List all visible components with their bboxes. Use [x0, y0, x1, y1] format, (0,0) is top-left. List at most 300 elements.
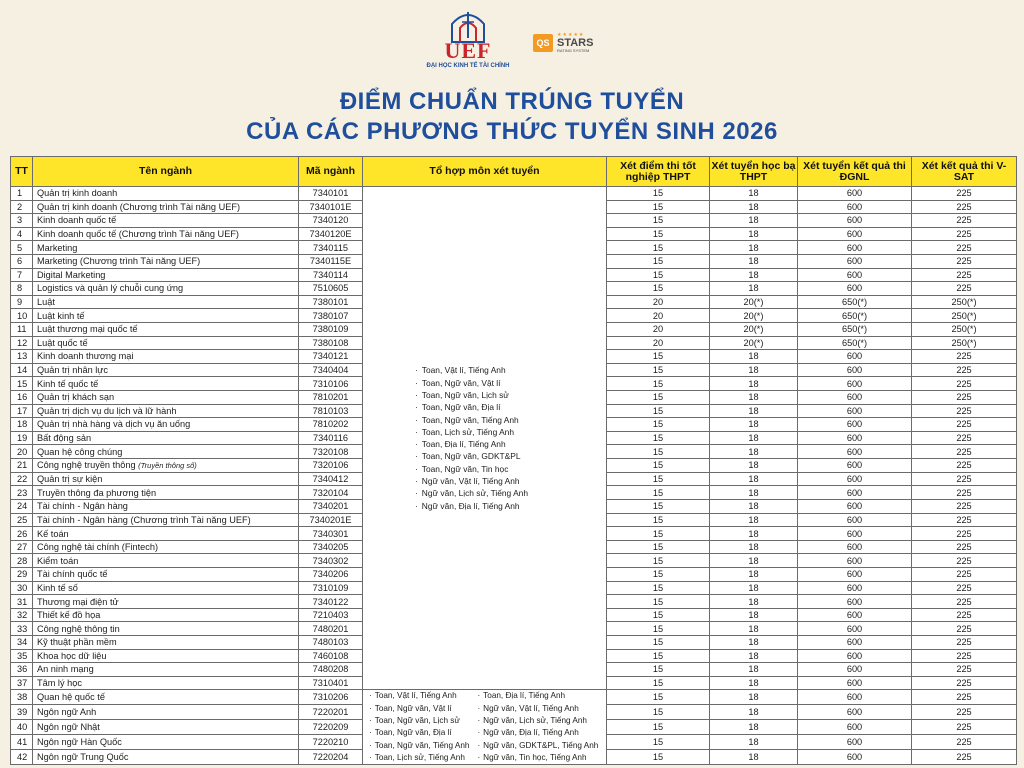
major-name-text: Tài chính quốc tế	[37, 569, 108, 580]
score-hocba: 18	[710, 268, 798, 282]
score-hocba: 18	[710, 608, 798, 622]
major-code: 7340115E	[299, 254, 363, 268]
page-header	[0, 0, 1024, 152]
major-name-text: Thương mại điện tử	[37, 596, 119, 607]
major-name-text: Công nghệ truyền thông	[37, 459, 136, 470]
major-code: 7310401	[299, 676, 363, 690]
row-index: 24	[11, 500, 33, 514]
major-code: 7210403	[299, 608, 363, 622]
major-code: 7310106	[299, 377, 363, 391]
row-index: 33	[11, 622, 33, 636]
score-dgnl: 600	[798, 540, 912, 554]
major-code: 7340302	[299, 554, 363, 568]
score-dgnl: 600	[798, 431, 912, 445]
col-header-dgnl: Xét tuyển kết quả thi ĐGNL	[798, 157, 912, 187]
score-hocba: 18	[710, 363, 798, 377]
score-dgnl: 650(*)	[798, 322, 912, 336]
major-name	[33, 649, 299, 663]
major-code: 7320106	[299, 458, 363, 472]
score-thpt: 15	[607, 581, 710, 595]
score-thpt: 15	[607, 690, 710, 705]
score-thpt: 15	[607, 404, 710, 418]
major-name-text: Kinh doanh quốc tế (Chương trình Tài năng UEF)	[37, 229, 239, 240]
score-dgnl: 600	[798, 554, 912, 568]
score-vsat: 225	[912, 622, 1017, 636]
row-index: 41	[11, 735, 33, 750]
combo-item: · Toan, Ngữ văn, Vật lí	[415, 377, 606, 389]
score-vsat: 225	[912, 418, 1017, 432]
row-index: 12	[11, 336, 33, 350]
qs-badge-icon: QS	[533, 34, 553, 52]
score-vsat: 225	[912, 500, 1017, 514]
major-name	[33, 663, 299, 677]
score-hocba: 18	[710, 350, 798, 364]
score-vsat: 225	[912, 735, 1017, 750]
col-header-tt: TT	[11, 157, 33, 187]
score-hocba: 18	[710, 458, 798, 472]
major-code: 7310206	[299, 690, 363, 705]
combo-item: · Toan, Ngữ văn, Lịch sử	[369, 715, 469, 727]
major-code: 7340116	[299, 431, 363, 445]
score-dgnl: 650(*)	[798, 309, 912, 323]
row-index: 4	[11, 227, 33, 241]
major-code: 7480103	[299, 636, 363, 650]
major-code: 7340201	[299, 500, 363, 514]
score-dgnl: 600	[798, 200, 912, 214]
row-index: 36	[11, 663, 33, 677]
major-name-text: Quản trị nhà hàng và dịch vụ ăn uống	[37, 419, 191, 430]
score-thpt: 15	[607, 418, 710, 432]
table-row	[11, 187, 1017, 201]
benchmark-table	[10, 156, 1017, 765]
major-name	[33, 595, 299, 609]
combo-group-a	[363, 187, 607, 690]
major-name-text: Tài chính - Ngân hàng	[37, 501, 128, 512]
score-vsat: 225	[912, 636, 1017, 650]
major-name	[33, 390, 299, 404]
score-vsat: 225	[912, 187, 1017, 201]
combo-item: · Toan, Ngữ văn, Địa lí	[415, 401, 606, 413]
col-header-vsat: Xét kết quả thi V-SAT	[912, 157, 1017, 187]
score-thpt: 20	[607, 336, 710, 350]
score-vsat: 250(*)	[912, 336, 1017, 350]
score-hocba: 18	[710, 282, 798, 296]
major-name-text: Quản trị khách sạn	[37, 392, 115, 403]
major-name-text: Tài chính - Ngân hàng (Chương trình Tài năng UEF)	[37, 514, 251, 525]
score-hocba: 18	[710, 622, 798, 636]
score-vsat: 225	[912, 214, 1017, 228]
major-code: 7340206	[299, 568, 363, 582]
score-thpt: 15	[607, 241, 710, 255]
major-code: 7810103	[299, 404, 363, 418]
combo-item: · Ngữ văn, Lịch sử, Tiếng Anh	[415, 487, 606, 499]
major-name	[33, 295, 299, 309]
score-thpt: 15	[607, 458, 710, 472]
score-vsat: 225	[912, 649, 1017, 663]
major-name	[33, 322, 299, 336]
score-dgnl: 600	[798, 214, 912, 228]
qs-stars-label: STARS	[557, 37, 594, 49]
score-hocba: 18	[710, 187, 798, 201]
score-thpt: 15	[607, 705, 710, 720]
uef-logo	[420, 8, 516, 78]
row-index: 25	[11, 513, 33, 527]
major-name-text: Kinh doanh thương mại	[37, 351, 134, 362]
score-vsat: 225	[912, 595, 1017, 609]
major-name-text: Kế toán	[37, 528, 69, 539]
score-thpt: 15	[607, 568, 710, 582]
major-code: 7380107	[299, 309, 363, 323]
score-vsat: 250(*)	[912, 322, 1017, 336]
major-name	[33, 705, 299, 720]
score-dgnl: 600	[798, 363, 912, 377]
score-thpt: 15	[607, 200, 710, 214]
score-dgnl: 600	[798, 377, 912, 391]
score-vsat: 225	[912, 282, 1017, 296]
score-vsat: 225	[912, 676, 1017, 690]
row-index: 22	[11, 472, 33, 486]
major-name	[33, 268, 299, 282]
major-code: 7380101	[299, 295, 363, 309]
combo-item: · Ngữ văn, GDKT&PL, Tiếng Anh	[477, 740, 598, 752]
row-index: 26	[11, 527, 33, 541]
score-thpt: 15	[607, 390, 710, 404]
score-thpt: 15	[607, 500, 710, 514]
score-thpt: 15	[607, 472, 710, 486]
major-name	[33, 200, 299, 214]
score-thpt: 15	[607, 227, 710, 241]
score-vsat: 225	[912, 513, 1017, 527]
score-hocba: 18	[710, 735, 798, 750]
major-name	[33, 214, 299, 228]
major-name	[33, 750, 299, 765]
score-vsat: 225	[912, 431, 1017, 445]
combo-item: · Toan, Ngữ văn, Tiếng Anh	[415, 414, 606, 426]
major-code: 7340201E	[299, 513, 363, 527]
major-code: 7380109	[299, 322, 363, 336]
score-thpt: 15	[607, 636, 710, 650]
score-thpt: 15	[607, 350, 710, 364]
row-index: 29	[11, 568, 33, 582]
major-name	[33, 241, 299, 255]
score-dgnl: 600	[798, 720, 912, 735]
score-dgnl: 600	[798, 350, 912, 364]
page-title-line1: ĐIỂM CHUẨN TRÚNG TUYỂN	[339, 88, 685, 115]
score-dgnl: 600	[798, 676, 912, 690]
score-thpt: 20	[607, 295, 710, 309]
combo-item: · Ngữ văn, Lịch sử, Tiếng Anh	[477, 715, 598, 727]
score-hocba: 18	[710, 663, 798, 677]
score-hocba: 18	[710, 227, 798, 241]
major-name	[33, 527, 299, 541]
major-code: 7340404	[299, 363, 363, 377]
score-vsat: 225	[912, 241, 1017, 255]
score-hocba: 18	[710, 540, 798, 554]
major-name-text: Thiết kế đồ họa	[37, 610, 101, 621]
row-index: 40	[11, 720, 33, 735]
major-code: 7340121	[299, 350, 363, 364]
score-vsat: 225	[912, 445, 1017, 459]
major-name-text: Kinh tế số	[37, 582, 78, 593]
major-name	[33, 500, 299, 514]
major-name-text: Luật kinh tế	[37, 310, 85, 321]
score-dgnl: 600	[798, 622, 912, 636]
major-name-text: Công nghệ thông tin	[37, 623, 120, 634]
major-name	[33, 363, 299, 377]
major-name	[33, 581, 299, 595]
major-name-text: Ngôn ngữ Hàn Quốc	[37, 737, 122, 748]
combo-item: · Ngữ văn, Vật lí, Tiếng Anh	[415, 475, 606, 487]
score-thpt: 15	[607, 527, 710, 541]
score-vsat: 225	[912, 608, 1017, 622]
major-name-text: Quản trị sự kiện	[37, 474, 103, 485]
major-name-text: Luật quốc tế	[37, 337, 88, 348]
major-name-text: Ngôn ngữ Anh	[37, 707, 97, 718]
major-code: 7340301	[299, 527, 363, 541]
score-dgnl: 600	[798, 649, 912, 663]
score-vsat: 225	[912, 350, 1017, 364]
score-hocba: 18	[710, 431, 798, 445]
major-name	[33, 720, 299, 735]
score-thpt: 20	[607, 322, 710, 336]
score-thpt: 15	[607, 363, 710, 377]
score-hocba: 18	[710, 390, 798, 404]
score-vsat: 225	[912, 472, 1017, 486]
score-thpt: 15	[607, 649, 710, 663]
score-thpt: 15	[607, 540, 710, 554]
score-dgnl: 650(*)	[798, 295, 912, 309]
score-dgnl: 600	[798, 390, 912, 404]
major-name	[33, 458, 299, 472]
row-index: 21	[11, 458, 33, 472]
row-index: 35	[11, 649, 33, 663]
major-name-text: Luật thương mại quốc tế	[37, 324, 138, 335]
combo-item: · Ngữ văn, Vật lí, Tiếng Anh	[477, 703, 598, 715]
combo-item: · Toan, Lịch sử, Tiếng Anh	[369, 752, 469, 764]
score-vsat: 225	[912, 363, 1017, 377]
score-vsat: 225	[912, 268, 1017, 282]
score-vsat: 225	[912, 554, 1017, 568]
major-name	[33, 636, 299, 650]
major-name-text: Quan hệ quốc tế	[37, 692, 105, 703]
score-thpt: 15	[607, 254, 710, 268]
row-index: 42	[11, 750, 33, 765]
score-dgnl: 600	[798, 282, 912, 296]
score-thpt: 15	[607, 445, 710, 459]
score-vsat: 225	[912, 377, 1017, 391]
score-hocba: 18	[710, 200, 798, 214]
col-header-hocba: Xét tuyển học bạ THPT	[710, 157, 798, 187]
combo-item: · Ngữ văn, Địa lí, Tiếng Anh	[477, 727, 598, 739]
score-vsat: 225	[912, 227, 1017, 241]
score-vsat: 225	[912, 568, 1017, 582]
major-name	[33, 472, 299, 486]
score-vsat: 225	[912, 720, 1017, 735]
row-index: 11	[11, 322, 33, 336]
major-name	[33, 445, 299, 459]
combo-item: · Toan, Vật lí, Tiếng Anh	[369, 690, 469, 702]
score-thpt: 15	[607, 720, 710, 735]
row-index: 6	[11, 254, 33, 268]
combo-item: · Toan, Địa lí, Tiếng Anh	[477, 690, 598, 702]
score-thpt: 15	[607, 622, 710, 636]
major-code: 7310109	[299, 581, 363, 595]
major-name	[33, 309, 299, 323]
major-name-text: Quản trị nhân lực	[37, 365, 109, 376]
row-index: 31	[11, 595, 33, 609]
score-thpt: 15	[607, 268, 710, 282]
combo-column	[369, 690, 469, 764]
major-code: 7460108	[299, 649, 363, 663]
major-name-text: Marketing	[37, 242, 78, 253]
row-index: 28	[11, 554, 33, 568]
score-hocba: 18	[710, 214, 798, 228]
major-name	[33, 513, 299, 527]
score-vsat: 225	[912, 750, 1017, 765]
qs-stars-sub: RATING SYSTEM	[557, 48, 590, 53]
score-dgnl: 600	[798, 735, 912, 750]
score-vsat: 225	[912, 200, 1017, 214]
combo-item: · Toan, Ngữ văn, Tin học	[415, 463, 606, 475]
score-dgnl: 600	[798, 241, 912, 255]
major-code: 7220201	[299, 705, 363, 720]
score-dgnl: 600	[798, 404, 912, 418]
major-name-text: Marketing (Chương trình Tài năng UEF)	[37, 256, 201, 267]
score-hocba: 18	[710, 445, 798, 459]
score-hocba: 18	[710, 581, 798, 595]
row-index: 39	[11, 705, 33, 720]
combo-item: · Toan, Ngữ văn, Vật lí	[369, 703, 469, 715]
combo-group-b	[363, 690, 607, 765]
table-row	[11, 690, 1017, 705]
score-vsat: 225	[912, 540, 1017, 554]
row-index: 18	[11, 418, 33, 432]
score-dgnl: 600	[798, 527, 912, 541]
combo-item: · Toan, Ngữ văn, Tiếng Anh	[369, 740, 469, 752]
major-name	[33, 377, 299, 391]
score-thpt: 15	[607, 282, 710, 296]
major-name	[33, 431, 299, 445]
major-name	[33, 350, 299, 364]
score-dgnl: 600	[798, 595, 912, 609]
major-code: 7810201	[299, 390, 363, 404]
score-dgnl: 650(*)	[798, 336, 912, 350]
major-name	[33, 622, 299, 636]
row-index: 3	[11, 214, 33, 228]
combo-item: · Ngữ văn, Địa lí, Tiếng Anh	[415, 500, 606, 512]
row-index: 37	[11, 676, 33, 690]
major-name-text: Tâm lý học	[37, 678, 82, 689]
score-thpt: 15	[607, 377, 710, 391]
score-thpt: 15	[607, 187, 710, 201]
score-hocba: 18	[710, 568, 798, 582]
stars-icon: ★★★★★	[557, 32, 585, 38]
major-name-text: Ngôn ngữ Nhật	[37, 722, 100, 733]
major-code: 7340114	[299, 268, 363, 282]
score-dgnl: 600	[798, 581, 912, 595]
major-code: 7340101	[299, 187, 363, 201]
score-hocba: 18	[710, 595, 798, 609]
major-name-text: Quản trị dịch vụ du lịch và lữ hành	[37, 405, 177, 416]
major-name-text: Logistics và quản lý chuỗi cung ứng	[37, 283, 184, 294]
score-hocba: 18	[710, 486, 798, 500]
score-dgnl: 600	[798, 705, 912, 720]
score-hocba: 20(*)	[710, 309, 798, 323]
major-code: 7340101E	[299, 200, 363, 214]
major-name	[33, 568, 299, 582]
major-name	[33, 227, 299, 241]
major-name-text: Kiểm toán	[37, 555, 79, 566]
combo-item: · Toan, Vật lí, Tiếng Anh	[415, 364, 606, 376]
score-vsat: 225	[912, 458, 1017, 472]
table-body	[11, 187, 1017, 765]
page-title-line2: CỦA CÁC PHƯƠNG THỨC TUYỂN SINH 2026	[246, 118, 778, 145]
table-header-row	[11, 157, 1017, 187]
row-index: 30	[11, 581, 33, 595]
score-hocba: 18	[710, 241, 798, 255]
score-vsat: 225	[912, 705, 1017, 720]
score-dgnl: 600	[798, 472, 912, 486]
score-thpt: 15	[607, 486, 710, 500]
major-code: 7320108	[299, 445, 363, 459]
row-index: 5	[11, 241, 33, 255]
score-hocba: 18	[710, 377, 798, 391]
row-index: 7	[11, 268, 33, 282]
major-code: 7340120E	[299, 227, 363, 241]
score-thpt: 15	[607, 608, 710, 622]
score-vsat: 225	[912, 663, 1017, 677]
score-thpt: 15	[607, 735, 710, 750]
row-index: 9	[11, 295, 33, 309]
score-thpt: 15	[607, 431, 710, 445]
row-index: 32	[11, 608, 33, 622]
score-vsat: 225	[912, 390, 1017, 404]
score-dgnl: 600	[798, 636, 912, 650]
major-code: 7480208	[299, 663, 363, 677]
score-thpt: 15	[607, 676, 710, 690]
major-name	[33, 554, 299, 568]
score-hocba: 20(*)	[710, 322, 798, 336]
major-name-text: Quản trị kinh doanh (Chương trình Tài năng UEF)	[37, 201, 241, 212]
score-vsat: 250(*)	[912, 309, 1017, 323]
score-dgnl: 600	[798, 418, 912, 432]
major-name	[33, 690, 299, 705]
major-name-note: (Truyền thông số)	[138, 460, 197, 470]
score-hocba: 18	[710, 649, 798, 663]
col-header-combo: Tổ hợp môn xét tuyển	[363, 157, 607, 187]
score-dgnl: 600	[798, 513, 912, 527]
score-vsat: 225	[912, 404, 1017, 418]
major-name-text: Công nghệ tài chính (Fintech)	[37, 542, 159, 553]
score-dgnl: 600	[798, 458, 912, 472]
major-code: 7340120	[299, 214, 363, 228]
score-dgnl: 600	[798, 268, 912, 282]
score-hocba: 18	[710, 513, 798, 527]
score-thpt: 20	[607, 309, 710, 323]
row-index: 2	[11, 200, 33, 214]
major-name-text: Digital Marketing	[37, 269, 106, 280]
score-hocba: 18	[710, 554, 798, 568]
score-vsat: 225	[912, 527, 1017, 541]
row-index: 20	[11, 445, 33, 459]
row-index: 13	[11, 350, 33, 364]
score-dgnl: 600	[798, 750, 912, 765]
row-index: 15	[11, 377, 33, 391]
major-code: 7510605	[299, 282, 363, 296]
major-name-text: Kỹ thuật phần mềm	[37, 637, 117, 648]
row-index: 10	[11, 309, 33, 323]
score-dgnl: 600	[798, 445, 912, 459]
